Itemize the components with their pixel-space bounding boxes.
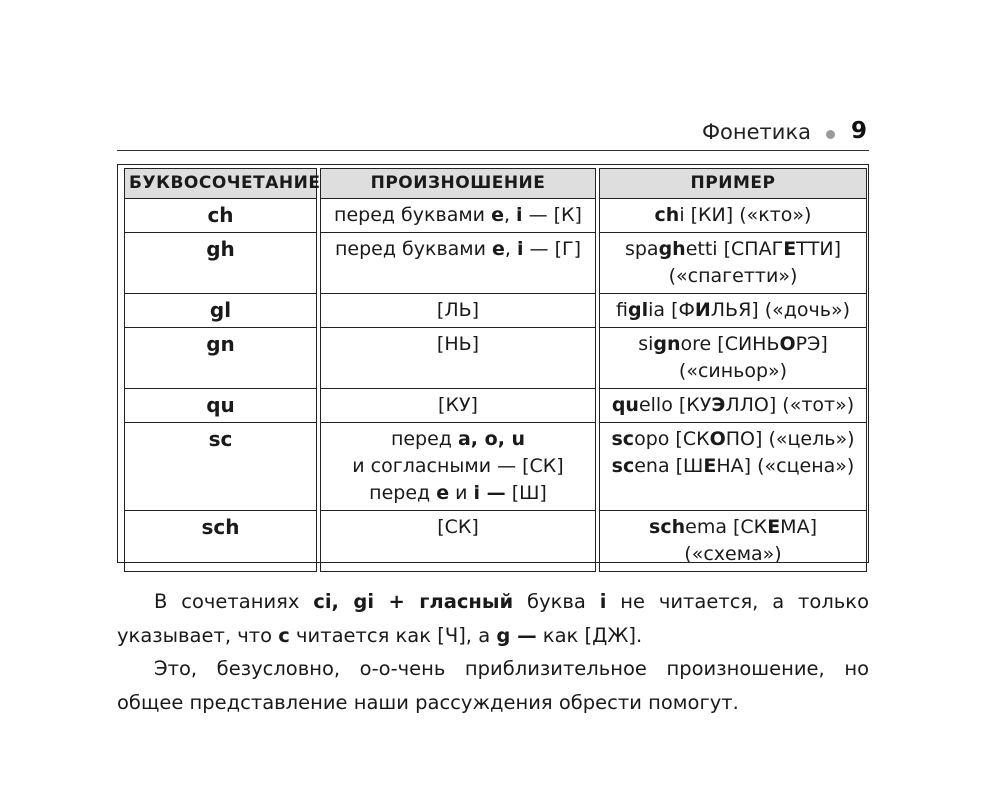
cell-line (327, 392, 589, 419)
letter-combinations-table (117, 164, 869, 563)
combination-cell: qu (124, 389, 317, 423)
cell-line (606, 514, 860, 541)
text-run: ello [КУ (638, 394, 712, 416)
text-run: Е (703, 455, 717, 477)
text-run: не читается, а только указывает, что (117, 590, 869, 647)
column-header-combination: БУКВОСОЧЕТАНИЕ (124, 168, 317, 199)
text-run: i — (473, 482, 506, 504)
cell-line (606, 426, 860, 453)
cell-line (606, 236, 860, 263)
text-run: i (516, 204, 523, 226)
text-run: ЛЛО] («тот») (725, 394, 855, 416)
pronunciation-cell (320, 511, 596, 572)
cell-line (606, 358, 860, 385)
pronunciation-cell (320, 294, 596, 328)
pronunciation-cell (320, 423, 596, 511)
example-cell (599, 389, 867, 423)
text-run: ore [СИНЬ (680, 333, 780, 355)
text-run: перед (390, 428, 458, 450)
combination-cell: sch (124, 511, 317, 572)
text-run: fi (616, 299, 628, 321)
cell-line (327, 453, 589, 480)
combination-cell: gl (124, 294, 317, 328)
text-run: e (492, 238, 505, 260)
text-run: e (436, 482, 450, 504)
example-cell (599, 328, 867, 389)
text-run: gh (658, 238, 686, 260)
text-run: spa (624, 238, 659, 260)
text-run: Э (711, 394, 726, 416)
section-title: Фонетика (701, 120, 811, 144)
text-run: i [КИ] («кто») (679, 204, 812, 226)
text-run: ch (654, 204, 680, 226)
combination-cell: gn (124, 328, 317, 389)
cell-line (327, 426, 589, 453)
text-run: О (779, 333, 796, 355)
text-run: («спагетти») (668, 265, 798, 287)
text-run: si (638, 333, 654, 355)
text-run: — [Г] (523, 238, 582, 260)
example-cell (599, 511, 867, 572)
text-run: gl (627, 299, 649, 321)
text-run: О (709, 428, 726, 450)
text-run: , (504, 238, 517, 260)
text-run: opo [СК (634, 428, 710, 450)
table-header-row (124, 168, 867, 199)
text-run: g — (496, 624, 537, 647)
text-run: Это, безусловно, о-о-чень приблизительное произношение, но общее представление наши рассуждения обрести помогут. (117, 657, 869, 714)
text-run: МА] (780, 516, 817, 538)
text-run: , (503, 204, 517, 226)
text-run: и (449, 482, 474, 504)
text-run: ena [Ш (634, 455, 704, 477)
cell-line (327, 202, 589, 229)
text-run: ТТИ] (796, 238, 842, 260)
table-body (124, 199, 867, 572)
cell-line (327, 331, 589, 358)
text-run: И (694, 299, 711, 321)
combination-cell: ch (124, 199, 317, 233)
combination-cell: gh (124, 233, 317, 294)
text-run: sc (611, 428, 635, 450)
text-run: перед буквами (334, 204, 492, 226)
text-run: ia [Ф (648, 299, 695, 321)
table-row (124, 294, 867, 328)
running-header (117, 110, 869, 151)
cell-line (606, 202, 860, 229)
text-run: etti [СПАГ (685, 238, 784, 260)
text-run: [НЬ] (436, 333, 480, 355)
text-run: [Ш] (505, 482, 547, 504)
pronunciation-cell (320, 233, 596, 294)
table-row (124, 389, 867, 423)
cell-line (606, 297, 860, 324)
text-run: перед (369, 482, 437, 504)
text-run: как [ДЖ]. (536, 624, 643, 647)
cell-line (606, 453, 860, 480)
paragraph-text (117, 657, 869, 714)
text-run: [ЛЬ] (436, 299, 480, 321)
page-number: 9 (850, 118, 867, 144)
text-run: ci, gi + гласный (313, 590, 514, 613)
cell-line (606, 263, 860, 290)
text-run: sc (611, 455, 635, 477)
paragraph-text (117, 590, 869, 647)
column-header-pronunciation: ПРОИЗНОШЕНИЕ (320, 168, 596, 199)
text-run: i (517, 238, 524, 260)
text-run: РЭ] (795, 333, 828, 355)
cell-line (327, 480, 589, 507)
cell-line (327, 236, 589, 263)
combination-cell: sc (124, 423, 317, 511)
paragraph-ci-gi (117, 585, 869, 653)
text-run: НА] («сцена») (716, 455, 855, 477)
cell-line (606, 392, 860, 419)
text-run: В сочетаниях (154, 590, 314, 613)
table-row (124, 328, 867, 389)
example-cell (599, 294, 867, 328)
text-run: («схема») (684, 543, 782, 565)
paragraph-approximation (117, 652, 869, 720)
pronunciation-cell (320, 328, 596, 389)
cell-line (327, 514, 589, 541)
text-run: — [К] (522, 204, 582, 226)
table-row (124, 423, 867, 511)
table-row (124, 199, 867, 233)
example-cell (599, 233, 867, 294)
text-run: ema [СК (685, 516, 768, 538)
text-run: Е (783, 238, 797, 260)
text-run: читается как [Ч], а (289, 624, 497, 647)
text-run: [КУ] (438, 394, 478, 416)
table-row (124, 233, 867, 294)
text-run: e (491, 204, 504, 226)
text-run: [СК] (437, 516, 479, 538)
cell-line (606, 331, 860, 358)
text-run: перед буквами (334, 238, 493, 260)
pronunciation-cell (320, 389, 596, 423)
table-row (124, 511, 867, 572)
cell-line (606, 541, 860, 568)
column-header-example: ПРИМЕР (599, 168, 867, 199)
text-run: qu (611, 394, 639, 416)
text-run: ПО] («цель») (725, 428, 855, 450)
text-run: i (599, 590, 607, 613)
text-run: gn (653, 333, 681, 355)
text-run: sch (649, 516, 686, 538)
example-cell (599, 423, 867, 511)
text-run: («синьор») (678, 360, 788, 382)
text-run: и согласными — [СК] (352, 455, 564, 477)
pronunciation-cell (320, 199, 596, 233)
text-run: a, o, u (457, 428, 526, 450)
example-cell (599, 199, 867, 233)
text-run: ЛЬЯ] («дочь») (710, 299, 850, 321)
text-run: Е (767, 516, 781, 538)
cell-line (327, 297, 589, 324)
text-run: буква (513, 590, 600, 613)
text-run: c (278, 624, 290, 647)
bullet-separator-icon (826, 130, 835, 139)
